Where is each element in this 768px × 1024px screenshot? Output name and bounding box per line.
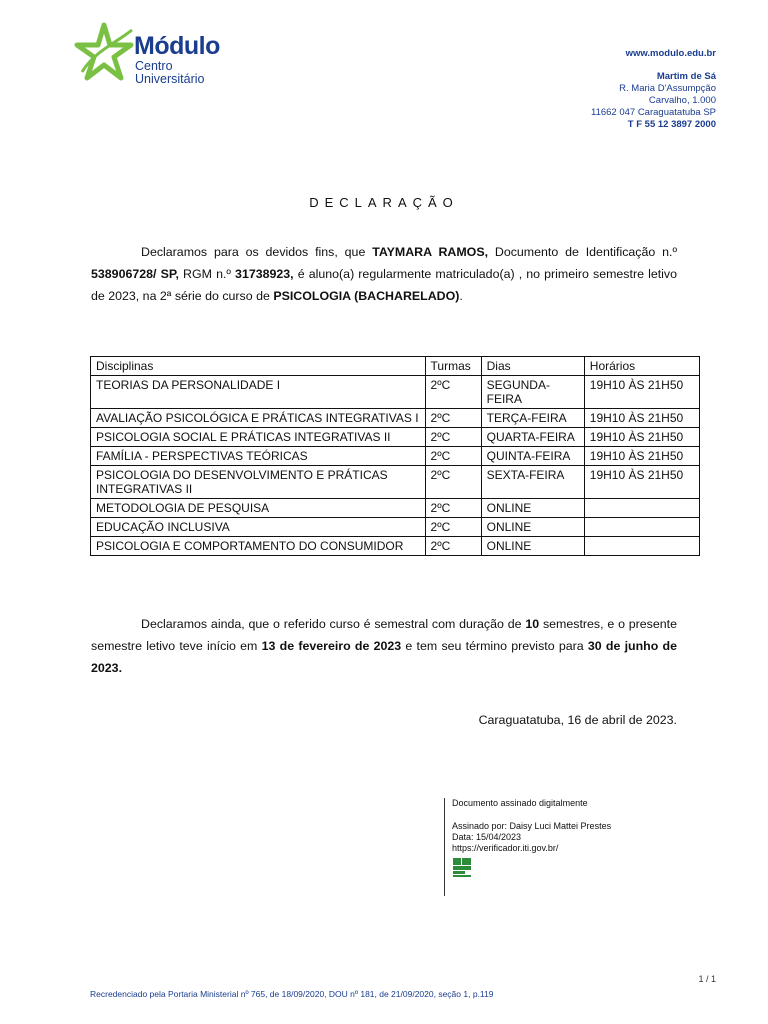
page-number: 1 / 1 [698, 974, 716, 984]
phone-line: T F 55 12 3897 2000 [627, 119, 716, 130]
subjects-table [90, 356, 700, 556]
logo-sub-line-2: Universitário [135, 72, 205, 86]
course-name: PSICOLOGIA (BACHARELADO) [273, 289, 460, 303]
table-row [91, 376, 700, 409]
cell-day: SEGUNDA-FEIRA [481, 376, 584, 409]
second-text-1: Declaramos ainda, que o referido curso é semestral com duração de [141, 617, 526, 631]
cell-subject: PSICOLOGIA SOCIAL E PRÁTICAS INTEGRATIVAS II [91, 428, 426, 447]
cell-class: 2ºC [425, 428, 481, 447]
address-line-1: Martim de Sá [656, 71, 716, 82]
table-row [91, 518, 700, 537]
table-header-row [91, 357, 700, 376]
intro-text-2: Documento de Identificação n.º [488, 245, 677, 259]
table-row [91, 466, 700, 499]
icp-brasil-seal-icon [452, 857, 472, 879]
cell-subject: METODOLOGIA DE PESQUISA [91, 499, 426, 518]
cell-subject: TEORIAS DA PERSONALIDADE I [91, 376, 426, 409]
address-line-4: 11662 047 Caraguatatuba SP [590, 107, 716, 118]
cell-day: QUARTA-FEIRA [481, 428, 584, 447]
student-name: TAYMARA RAMOS, [372, 245, 489, 259]
col-header-horarios: Horários [584, 357, 699, 376]
date-line: Caraguatatuba, 16 de abril de 2023. [478, 713, 677, 727]
table-row [91, 447, 700, 466]
cell-class: 2ºC [425, 466, 481, 499]
intro-paragraph [91, 241, 677, 307]
cell-day: SEXTA-FEIRA [481, 466, 584, 499]
cell-time: 19H10 ÀS 21H50 [584, 466, 699, 499]
col-header-turmas: Turmas [425, 357, 481, 376]
duration-paragraph [91, 613, 677, 679]
cell-time: 19H10 ÀS 21H50 [584, 409, 699, 428]
table-row [91, 499, 700, 518]
document-title: DECLARAÇÃO [309, 195, 459, 210]
intro-text-4: é aluno(a) regularmente matriculado(a) , no primeiro semestre letivo de 2023, na 2ª série do curso de [91, 267, 677, 303]
cell-day: ONLINE [481, 499, 584, 518]
address-line-2: R. Maria D'Assumpção [619, 83, 716, 94]
semester-start-date: 13 de fevereiro de 2023 [261, 639, 402, 653]
document-number: 538906728/ SP, [91, 267, 179, 281]
table-row [91, 428, 700, 447]
second-text-3: e tem seu término previsto para [401, 639, 588, 653]
cell-subject: EDUCAÇÃO INCLUSIVA [91, 518, 426, 537]
cell-class: 2ºC [425, 376, 481, 409]
cell-time [584, 518, 699, 537]
cell-day: ONLINE [481, 518, 584, 537]
cell-time [584, 537, 699, 556]
table-row [91, 537, 700, 556]
cell-class: 2ºC [425, 537, 481, 556]
cell-class: 2ºC [425, 499, 481, 518]
contact-block [591, 48, 716, 131]
cell-time: 19H10 ÀS 21H50 [584, 376, 699, 409]
cell-subject: PSICOLOGIA DO DESENVOLVIMENTO E PRÁTICAS INTEGRATIVAS II [91, 466, 426, 499]
website-link[interactable]: www.modulo.edu.br [625, 48, 716, 59]
intro-text-5: . [459, 289, 463, 303]
col-header-dias: Dias [481, 357, 584, 376]
course-duration: 10 [525, 617, 540, 631]
cell-subject: AVALIAÇÃO PSICOLÓGICA E PRÁTICAS INTEGRATIVAS I [91, 409, 426, 428]
signature-verifier-link[interactable]: https://verificador.iti.gov.br/ [452, 843, 559, 853]
cell-day: ONLINE [481, 537, 584, 556]
accreditation-footer: Recredenciado pela Portaria Ministerial nº 765, de 18/09/2020, DOU nº 181, de 21/09/2020, seção 1, p.119 [90, 989, 494, 999]
cell-time: 19H10 ÀS 21H50 [584, 447, 699, 466]
intro-text-1: Declaramos para os devidos fins, que [141, 245, 373, 259]
cell-class: 2ºC [425, 409, 481, 428]
cell-day: TERÇA-FEIRA [481, 409, 584, 428]
cell-time: 19H10 ÀS 21H50 [584, 428, 699, 447]
col-header-disciplinas: Disciplinas [91, 357, 426, 376]
cell-day: QUINTA-FEIRA [481, 447, 584, 466]
signature-title: Documento assinado digitalmente [452, 798, 588, 808]
signature-date: Data: 15/04/2023 [452, 832, 522, 842]
cell-time [584, 499, 699, 518]
second-text-2: semestres, e o presente semestre letivo teve início em [91, 617, 677, 653]
cell-subject: FAMÍLIA - PERSPECTIVAS TEÓRICAS [91, 447, 426, 466]
logo-sub-line-1: Centro [135, 59, 173, 73]
rgm-number: 31738923, [235, 267, 294, 281]
signature-signer: Assinado por: Daisy Luci Mattei Prestes [452, 821, 612, 831]
cell-subject: PSICOLOGIA E COMPORTAMENTO DO CONSUMIDOR [91, 537, 426, 556]
modulo-logo-star-icon [74, 22, 134, 84]
address-line-3: Carvalho, 1.000 [648, 95, 716, 106]
intro-text-3: RGM n.º [178, 267, 236, 281]
table-row [91, 409, 700, 428]
cell-class: 2ºC [425, 518, 481, 537]
semester-end-date: 30 de junho de 2023. [91, 639, 678, 675]
logo-name: Módulo [134, 32, 220, 60]
logo-subtitle [135, 60, 204, 86]
cell-class: 2ºC [425, 447, 481, 466]
digital-signature-block [444, 798, 652, 896]
